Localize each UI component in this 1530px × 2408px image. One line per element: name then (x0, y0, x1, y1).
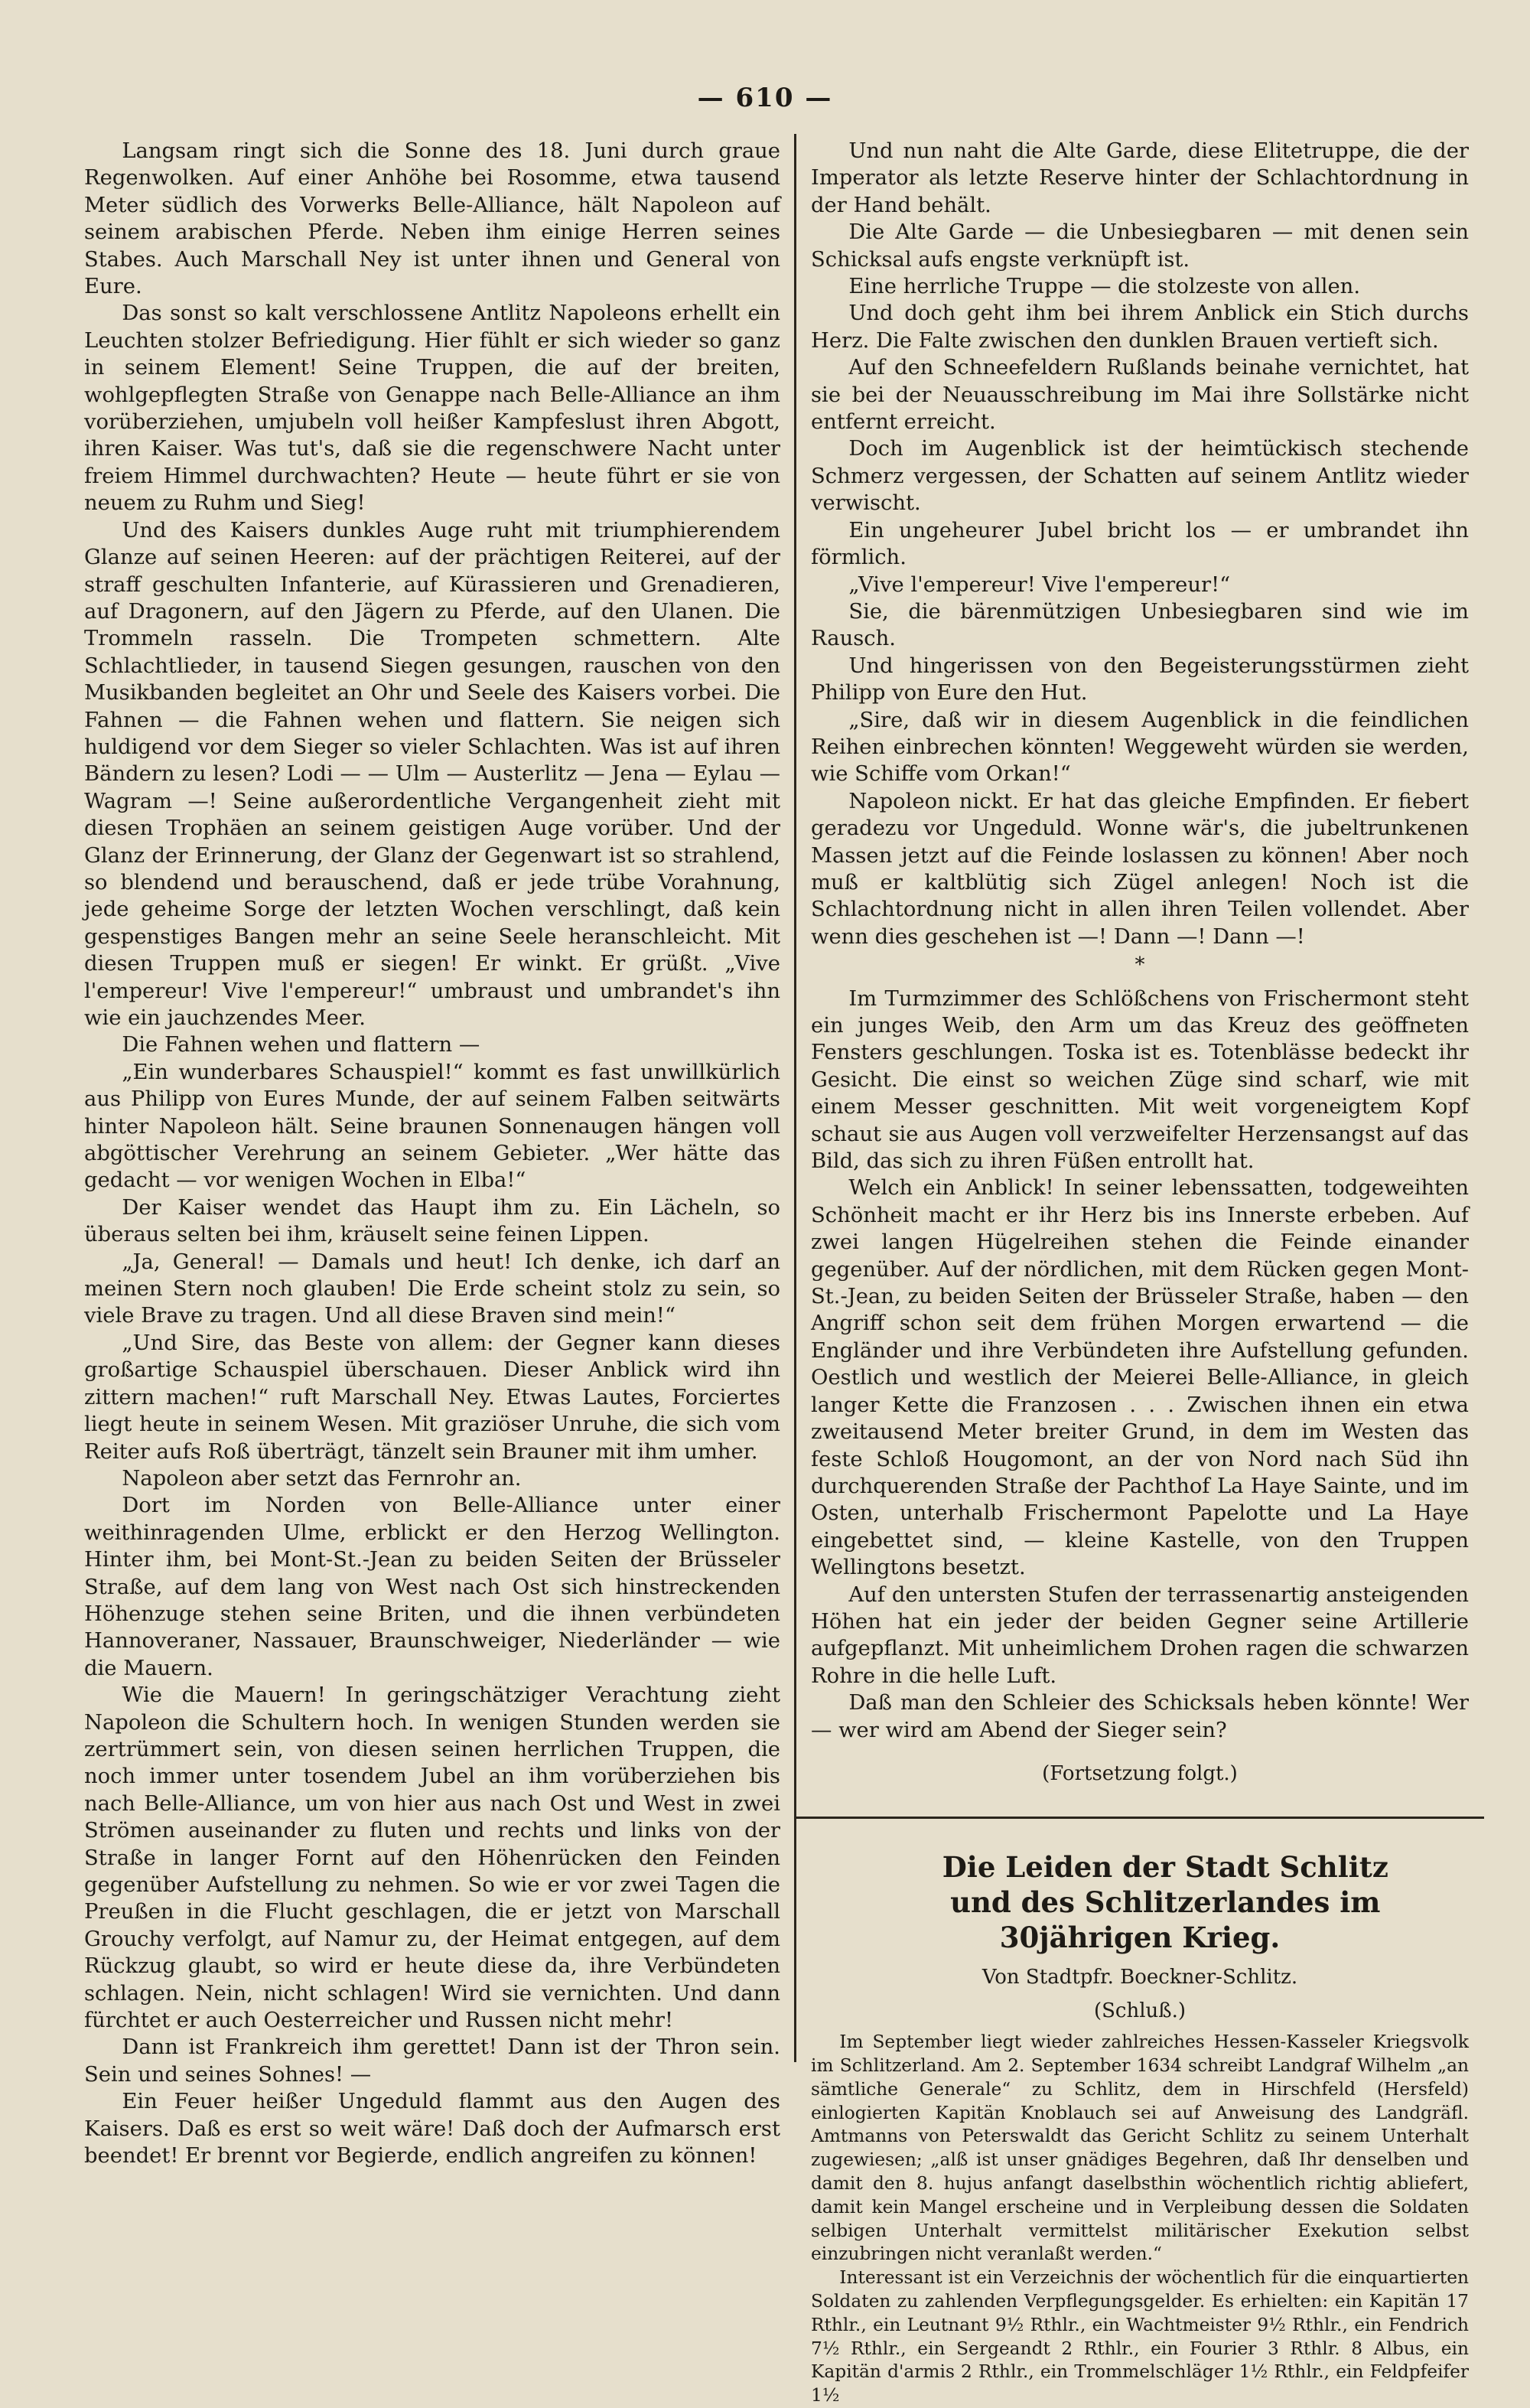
article-body (811, 2031, 1469, 2408)
paragraph: Im September liegt wieder zahlreiches Hessen-Kasseler Kriegsvolk im Schlitzerland. Am 2. September 1634 schreibt Landgraf Wilhelm „an sämtliche Generale“ zu Schlitz, dem in Hirschfeld (Hersfeld) einlogierten Kapitän Knoblauch sei auf Anweisung des Landgräfl. Amtmanns von Peterswaldt das Gericht Schlitz zu seinem Unterhalt zugewiesen; „alß ist unser gnädiges Begehren, daß Ihr denselben und damit den 8. hujus anfangt daselbsthin wöchentlich richtig abliefert, damit kein Mangel erscheine und in Verpleibung dessen die Soldaten selbigen Unterhalt vermittelst militärischer Exekution selbst einzubringen nicht veranlaßt werden.“ (811, 2032, 1469, 2265)
article-title-line-2: und des Schlitzerlandes im 30jährigen Krieg. (950, 1885, 1381, 1955)
paragraph: Eine herrliche Truppe — die stolzeste von allen. (848, 275, 1361, 299)
paragraph: Der Kaiser wendet das Haupt ihm zu. Ein Lächeln, so überaus selten bei ihm, kräuselt seine feinen Lippen. (84, 1195, 780, 1247)
paragraph: Und des Kaisers dunkles Auge ruht mit triumphierendem Glanze auf seinen Heeren: auf der prächtigen Reiterei, auf der straff geschulten Infanterie, auf Kürassieren und Grenadieren, auf Dragonern, auf den Jägern zu Pferde, auf den Ulanen. Die Trommeln rasseln. Die Trompeten schmettern. Alte Schlachtlieder, in tausend Siegen gesungen, rauschen von den Musikbanden begleitet an Ohr und Seele des Kaisers vorbei. Die Fahnen — die Fahnen wehen und flattern. Sie neigen sich huldigend vor dem Sieger so vieler Schlachten. Was ist auf ihren Bändern zu lesen? Lodi — — Ulm — Austerlitz — Jena — Eylau — Wagram —! Seine außerordentliche Vergangenheit zieht mit diesen Trophäen an seinem geistigen Auge vorüber. Und der Glanz der Erinnerung, der Glanz der Gegenwart ist so strahlend, so blendend und berauschend, daß er jede trübe Vorahnung, jede geheime Sorge der letzten Wochen verschlingt, daß kein gespenstiges Bangen mehr an seine Seele heranschleicht. Mit diesen Truppen muß er siegen! Er winkt. Er grüßt. „Vive l'empereur! Vive l'empereur!“ umbraust und umbrandet's ihn wie ein jauchzendes Meer. (84, 518, 780, 1030)
article-byline: Von Stadtpfr. Boeckner-Schlitz. (981, 1966, 1298, 1989)
paragraph: Ein Feuer heißer Ungeduld flammt aus den Augen des Kaisers. Daß es erst so weit wäre! Daß doch der Aufmarsch erst beendet! Er brennt vor Begierde, endlich angreifen zu können! (84, 2090, 780, 2169)
paragraph: „Sire, daß wir in diesem Augenblick in die feindlichen Reihen einbrechen könnten! Weggeweht würden sie werden, wie Schiffe vom Orkan!“ (811, 708, 1469, 787)
section-separator: * (1134, 953, 1145, 977)
paragraph: Sie, die bärenmützigen Unbesiegbaren sind wie im Rausch. (811, 599, 1469, 651)
paragraph: „Vive l'empereur! Vive l'empereur!“ (848, 572, 1231, 597)
paragraph: Und doch geht ihm bei ihrem Anblick ein Stich durchs Herz. Die Falte zwischen den dunklen Brauen vertieft sich. (811, 301, 1469, 353)
article-conclusion-label: (Schluß.) (1093, 1999, 1187, 2022)
paragraph: Und nun naht die Alte Garde, diese Elitetruppe, die der Imperator als letzte Reserve hinter der Schlachtordnung in der Hand behält. (811, 139, 1469, 217)
continued-note: (Fortsetzung folgt.) (1042, 1761, 1238, 1785)
paragraph: Daß man den Schleier des Schicksals heben könnte! Wer — wer wird am Abend der Sieger sein? (811, 1691, 1469, 1742)
paragraph: Die Fahnen wehen und flattern — (122, 1033, 480, 1057)
paragraph: Langsam ringt sich die Sonne des 18. Juni durch graue Regenwolken. Auf einer Anhöhe bei Rosomme, etwa tausend Meter südlich des Vorwerks Belle-Alliance, hält Napoleon auf seinem arabischen Pferde. Neben ihm einige Herren seines Stabes. Auch Marschall Ney ist unter ihnen und General von Eure. (84, 139, 780, 299)
paragraph: Interessant ist ein Verzeichnis der wöchentlich für die einquartierten Soldaten zu zahlenden Verpflegungsgelder. Es erhielten: ein Kapitän 17 Rthlr., ein Leutnant 9½ Rthlr., ein Wachtmeister 9½ Rthlr., ein Fendrich 7½ Rthlr., ein Sergeandt 2 Rthlr., ein Fourier 3 Rthlr. 8 Albus, ein Kapitän d'armis 2 Rthlr., ein Trommelschläger 1½ Rthlr., ein Feldpfeifer 1½ (811, 2267, 1469, 2406)
right-column (811, 138, 1469, 2408)
paragraph: Ein ungeheurer Jubel bricht los — er umbrandet ihn förmlich. (811, 518, 1469, 570)
paragraph: Im Turmzimmer des Schlößchens von Frischermont steht ein junges Weib, den Arm um das Kreuz des geöffneten Fensters geschlungen. Toska ist es. Totenblässe bedeckt ihr Gesicht. Die einst so weichen Züge sind scharf, wie mit einem Messer geschnitten. Mit weit vorgeneigtem Kopf schaut sie aus Augen voll verzweifelter Herzensangst auf das Bild, das sich zu ihren Füßen entrollt hat. (811, 986, 1469, 1174)
paragraph: Napoleon aber setzt das Fernrohr an. (122, 1466, 522, 1491)
left-column (84, 138, 780, 2169)
paragraph: Welch ein Anblick! In seiner lebenssatten, todgeweihten Schönheit macht er ihr Herz bis ins Innerste erbeben. Auf zwei langen Hügelreihen stehen die Feinde einander gegenüber. Auf der nördlichen, mit dem Rücken gegen Mont-St.-Jean, zu beiden Seiten der Brüsseler Straße, haben — den Angriff schon seit dem frühen Morgen erwartend — die Engländer und ihre Verbündeten ihre Aufstellung gefunden. Oestlich und westlich der Meierei Belle-Alliance, in gleich langer Kette die Franzosen . . . Zwischen ihnen ein etwa zweitausend Meter breiter Grund, in dem im Westen das feste Schloß Hougomont, an der von Nord nach Süd ihn durchquerenden Straße der Pachthof La Haye Sainte, und im Osten, unterhalb Frischermont Papelotte und La Haye eingebettet sind, — kleine Kastelle, von den Truppen Wellingtons besetzt. (811, 1176, 1469, 1580)
article-divider (796, 1817, 1484, 1819)
paragraph: Doch im Augenblick ist der heimtückisch stechende Schmerz vergessen, der Schatten auf seinem Antlitz wieder verwischt. (811, 437, 1469, 516)
column-divider (794, 134, 796, 2062)
paragraph: Und hingerissen von den Begeisterungsstürmen zieht Philipp von Eure den Hut. (811, 653, 1469, 705)
paragraph: Dort im Norden von Belle-Alliance unter einer weithinragenden Ulme, erblickt er den Herzog Wellington. Hinter ihm, bei Mont-St.-Jean zu beiden Seiten der Brüsseler Straße, auf dem lang von West nach Ost sich hinstreckenden Höhenzuge stehen seine Briten, und die ihnen verbündeten Hannoveraner, Nassauer, Braunschweiger, Niederländer — wie die Mauern. (84, 1494, 780, 1680)
paragraph: Dann ist Frankreich ihm gerettet! Dann ist der Thron sein. Sein und seines Sohnes! — (84, 2035, 780, 2087)
page-number: — 610 — (697, 83, 833, 113)
article (811, 1849, 1469, 2408)
paragraph: Die Alte Garde — die Unbesiegbaren — mit denen sein Schicksal aufs engste verknüpft ist. (811, 220, 1469, 272)
paragraph: „Ein wunderbares Schauspiel!“ kommt es fast unwillkürlich aus Philipp von Eures Munde, der auf seinem Falben seitwärts hinter Napoleon hält. Seine braunen Sonnenaugen hängen voll abgöttischer Verehrung an seinem Gebieter. „Wer hätte das gedacht — vor wenigen Wochen in Elba!“ (84, 1060, 780, 1193)
paragraph: Das sonst so kalt verschlossene Antlitz Napoleons erhellt ein Leuchten stolzer Befriedigung. Hier fühlt er sich wieder so ganz in seinem Element! Seine Truppen, die auf der breiten, wohlgepflegten Straße von Genappe nach Belle-Alliance an ihm vorüberziehen, umjubeln voll heißer Kampfeslust ihren Abgott, ihren Kaiser. Was tut's, daß sie die regenschwere Nacht unter freiem Himmel durchwachten? Heute — heute führt er sie von neuem zu Ruhm und Sieg! (84, 301, 780, 516)
article-title-line-1: Die Leiden der Stadt Schlitz (942, 1850, 1388, 1885)
paragraph: Auf den untersten Stufen der terrassenartig ansteigenden Höhen hat ein jeder der beiden Gegner seine Artillerie aufgepflanzt. Mit unheimlichem Drohen ragen die schwarzen Rohre in die helle Luft. (811, 1582, 1469, 1688)
paragraph: „Ja, General! — Damals und heut! Ich denke, ich darf an meinen Stern noch glauben! Die Erde scheint stolz zu sein, so viele Brave zu tragen. Und all diese Braven sind mein!“ (84, 1250, 780, 1328)
paragraph: Auf den Schneefeldern Rußlands beinahe vernichtet, hat sie bei der Neuausschreibung im Mai ihre Sollstärke nicht entfernt erreicht. (811, 356, 1469, 435)
paragraph: „Und Sire, das Beste von allem: der Gegner kann dieses großartige Schauspiel überschauen. Dieser Anblick wird ihn zittern machen!“ ruft Marschall Ney. Etwas Lautes, Forciertes liegt heute in seinem Wesen. Mit graziöser Unruhe, die sich vom Reiter aufs Roß überträgt, tänzelt sein Brauner mit ihm umher. (84, 1331, 780, 1464)
paragraph: Napoleon nickt. Er hat das gleiche Empfinden. Er fiebert geradezu vor Ungeduld. Wonne wär's, die jubeltrunkenen Massen jetzt auf die Feinde loslassen zu können! Aber noch muß er kaltblütig sich Zügel anlegen! Noch ist die Schlachtordnung nicht in allen ihren Teilen vollendet. Aber wenn dies geschehen ist —! Dann —! Dann —! (811, 789, 1469, 949)
paragraph: Wie die Mauern! In geringschätziger Verachtung zieht Napoleon die Schultern hoch. In wenigen Stunden werden sie zertrümmert sein, von diesen seinen herrlichen Truppen, die noch immer unter tosendem Jubel an ihm vorüberziehen bis nach Belle-Alliance, um von hier aus nach Ost und West in zwei Strömen auseinander zu fluten und rechts und links von der Straße in langer Fornt auf den Höhenrücken den Feinden gegenüber Aufstellung zu nehmen. So wie er vor zwei Tagen die Preußen in die Flucht geschlagen, die er jetzt von Marschall Grouchy verfolgt, auf Namur zu, der Heimat entgegen, auf dem Rückzug glaubt, so wird er heute diese da, ihre Verbündeten schlagen. Nein, nicht schlagen! Wird sie vernichten. Und dann fürchtet er auch Oesterreicher und Russen nicht mehr! (84, 1683, 780, 2033)
